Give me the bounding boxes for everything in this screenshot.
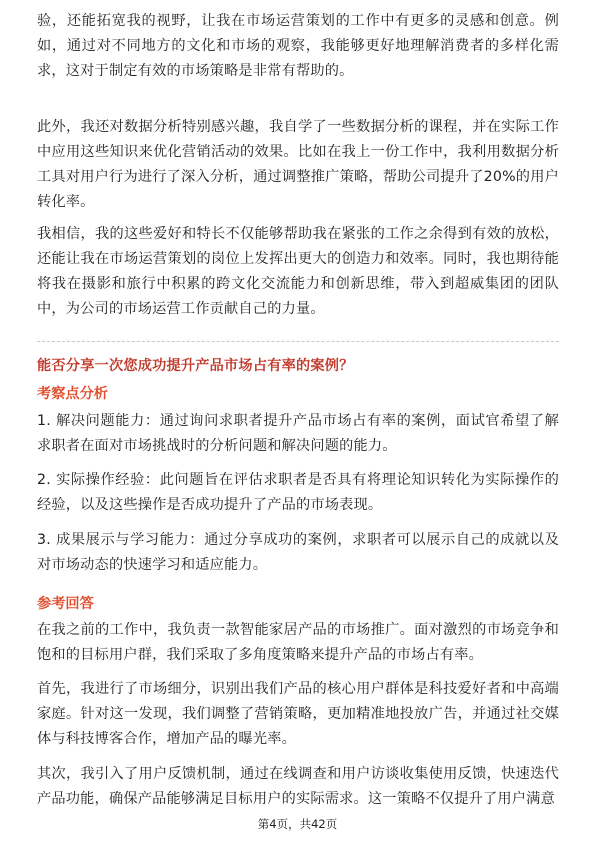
answer-paragraph: 其次，我引入了用户反馈机制，通过在线调查和用户访谈收集使用反馈，快速迭代产品功能，确保产品能够满足目标用户的实际需求。这一策略不仅提升了用户满意: [37, 766, 559, 807]
document-page: [37, 0, 559, 842]
analysis-title: 考察点分析: [37, 386, 108, 402]
analysis-item: 2. 实际操作经验：此问题旨在评估求职者是否具有将理论知识转化为实际操作的经验，以及这些操作是否成功提升了产品的市场表现。: [37, 472, 559, 513]
analysis-item: 1. 解决问题能力：通过询问求职者提升产品市场占有率的案例，面试官希望了解求职者在面对市场挑战时的分析问题和解决问题的能力。: [37, 413, 559, 454]
answer-paragraph: 在我之前的工作中，我负责一款智能家居产品的市场推广。面对激烈的市场竞争和饱和的目标用户群，我们采取了多角度策略来提升产品的市场占有率。: [37, 622, 559, 663]
intro-paragraph: 此外，我还对数据分析特别感兴趣，我自学了一些数据分析的课程，并在实际工作中应用这些知识来优化营销活动的效果。比如在我上一份工作中，我利用数据分析工具对用户行为进行了深入分析，通过调整推广策略，帮助公司提升了20%的用户转化率。: [37, 119, 559, 210]
intro-paragraph: 我相信，我的这些爱好和特长不仅能够帮助我在紧张的工作之余得到有效的放松，还能让我在市场运营策划的岗位上发挥出更大的创造力和效率。同时，我也期待能将我在摄影和旅行中积累的跨文化交流能力和创新思维，带入到超威集团的团队中，为公司的市场运营工作贡献自己的力量。: [37, 226, 559, 317]
intro-paragraph: 验，还能拓宽我的视野，让我在市场运营策划的工作中有更多的灵感和创意。例如，通过对不同地方的文化和市场的观察，我能够更好地理解消费者的多样化需求，这对于制定有效的市场策略是非常有帮助的。: [37, 13, 559, 79]
answer-title: 参考回答: [37, 596, 94, 612]
page-number-footer: 第4页，共42页: [257, 817, 338, 831]
analysis-item: 3. 成果展示与学习能力：通过分享成功的案例，求职者可以展示自己的成就以及对市场动态的快速学习和适应能力。: [37, 532, 559, 573]
answer-paragraph: 首先，我进行了市场细分，识别出我们产品的核心用户群体是科技爱好者和中高端家庭。针对这一发现，我们调整了营销策略，更加精准地投放广告，并通过社交媒体与科技博客合作，增加产品的曝光率。: [37, 681, 559, 747]
section-divider: [37, 341, 559, 342]
question-title: 能否分享一次您成功提升产品市场占有率的案例？: [37, 358, 354, 374]
